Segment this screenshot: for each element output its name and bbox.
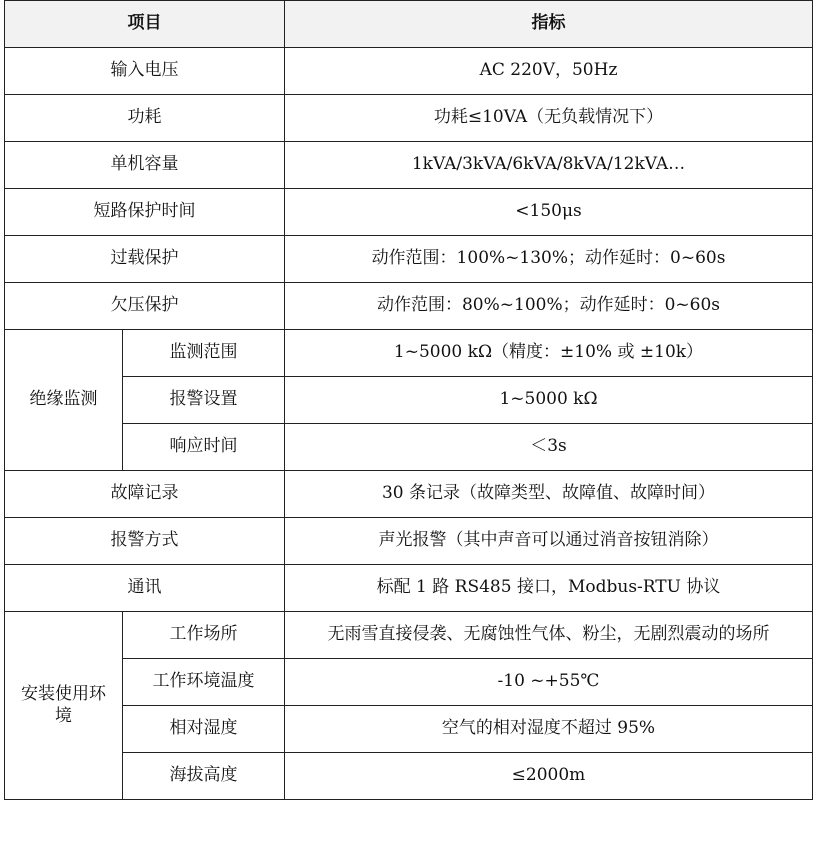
table-row — [5, 236, 813, 283]
row-value: -10 ~+55℃ — [285, 659, 813, 706]
header-spec: 指标 — [285, 1, 813, 48]
row-label: 短路保护时间 — [5, 189, 285, 236]
sub-label: 工作环境温度 — [123, 659, 285, 706]
header-item: 项目 — [5, 1, 285, 48]
row-value: 动作范围：100%~130%；动作延时：0~60s — [285, 236, 813, 283]
sub-label: 工作场所 — [123, 612, 285, 659]
sub-label: 监测范围 — [123, 330, 285, 377]
row-value: 无雨雪直接侵袭、无腐蚀性气体、粉尘，无剧烈震动的场所 — [285, 612, 813, 659]
row-value: ＜3s — [285, 424, 813, 471]
sub-label: 相对湿度 — [123, 706, 285, 753]
row-label: 过载保护 — [5, 236, 285, 283]
row-value: 1~5000 kΩ — [285, 377, 813, 424]
group-label-insulation: 绝缘监测 — [5, 330, 123, 471]
row-value: AC 220V，50Hz — [285, 48, 813, 95]
row-label: 功耗 — [5, 95, 285, 142]
row-value: 标配 1 路 RS485 接口，Modbus-RTU 协议 — [285, 565, 813, 612]
table-row — [5, 471, 813, 518]
row-value: 动作范围：80%~100%；动作延时：0~60s — [285, 283, 813, 330]
table-row — [5, 518, 813, 565]
table-row — [5, 565, 813, 612]
header-row — [5, 1, 813, 48]
table-row — [5, 377, 813, 424]
table-row — [5, 95, 813, 142]
row-value: 1~5000 kΩ（精度：±10% 或 ±10k） — [285, 330, 813, 377]
table-row — [5, 753, 813, 800]
sub-label: 报警设置 — [123, 377, 285, 424]
table-row — [5, 48, 813, 95]
table-row — [5, 189, 813, 236]
table-row — [5, 142, 813, 189]
table-row — [5, 706, 813, 753]
row-value: 1kVA/3kVA/6kVA/8kVA/12kVA… — [285, 142, 813, 189]
row-value: <150μs — [285, 189, 813, 236]
row-label: 故障记录 — [5, 471, 285, 518]
table-row — [5, 330, 813, 377]
row-label: 欠压保护 — [5, 283, 285, 330]
row-value: 声光报警（其中声音可以通过消音按钮消除） — [285, 518, 813, 565]
group-label-environment: 安装使用环境 — [5, 612, 123, 800]
row-label: 输入电压 — [5, 48, 285, 95]
sub-label: 海拔高度 — [123, 753, 285, 800]
table-row — [5, 612, 813, 659]
row-value: 功耗≤10VA（无负载情况下） — [285, 95, 813, 142]
row-label: 单机容量 — [5, 142, 285, 189]
row-value: 空气的相对湿度不超过 95% — [285, 706, 813, 753]
table-row — [5, 424, 813, 471]
table-row — [5, 659, 813, 706]
row-value: 30 条记录（故障类型、故障值、故障时间） — [285, 471, 813, 518]
table-row — [5, 283, 813, 330]
sub-label: 响应时间 — [123, 424, 285, 471]
spec-table — [4, 0, 813, 800]
row-label: 通讯 — [5, 565, 285, 612]
row-value: ≤2000m — [285, 753, 813, 800]
row-label: 报警方式 — [5, 518, 285, 565]
